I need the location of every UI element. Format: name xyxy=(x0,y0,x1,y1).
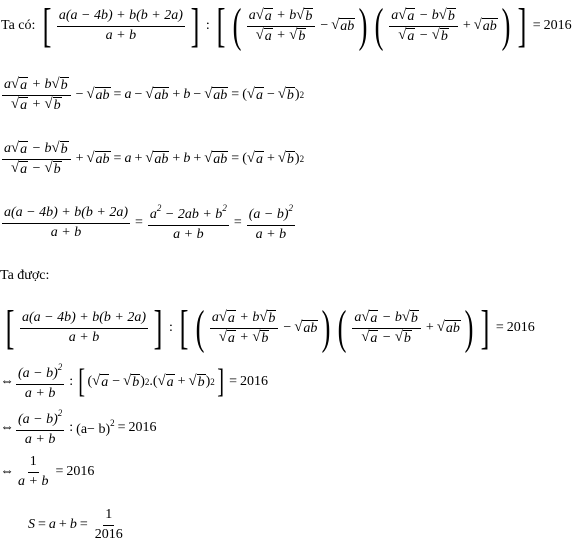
result-value-1: 2016 xyxy=(543,18,572,33)
equation-step-5: ⇔ $\frac{(a - b)^2}{a + b}$ : [ ( √ a − √ b ) 2 .( √ a + √ b ) 2 ] = 2016 xyxy=(0,362,268,401)
bracket-close: ] xyxy=(190,0,200,52)
equation-intro: Ta có: [ $\frac{a(a - 4b) + b(b + 2a)}{a + b}$ ] : [ ( a √ a + b √ b √ a + √ b − √ ab ) ( a √ a − b √ b √ a − √ b + √ ab ) ] = 2016 xyxy=(1,0,572,52)
found-label-line xyxy=(0,266,49,286)
equation-final: S = a + b = $\frac{1}{2016}$ xyxy=(28,507,123,542)
result-value-3: 2016 xyxy=(239,374,268,389)
result-value-4: 2016 xyxy=(128,420,157,435)
equation-step-1: a √ a + b √ b √ a + √ b − √ ab = a − √ ab + b − √ ab = ( √ a − √ b ) 2 xyxy=(4,76,305,113)
equation-step-6: ⇔ $\frac{(a - b)^2}{a + b}$ : $(a- b)^2$ = 2016 xyxy=(0,408,157,447)
intro-label: Ta có: xyxy=(1,18,36,33)
result-value-5: 2016 xyxy=(66,464,95,479)
bracket-open: [ xyxy=(42,0,52,52)
equation-step-7: ⇔ $\frac{1}{a + b}$ = 2016 xyxy=(0,454,95,489)
equation-step-2: a √ a − b √ b √ a − √ b + √ ab = a + √ ab + b + √ ab = ( √ a + √ b ) 2 xyxy=(4,140,305,177)
found-label: Ta được: xyxy=(0,268,50,283)
result-value-2: 2016 xyxy=(506,320,535,335)
equation-step-3: $\frac{a(a - 4b) + b(b + 2a)}{a + b}$ = $\frac{a^2 - 2ab + b^2}{a + b}$ = $\frac{(a - b)^2}{a + b}$ xyxy=(4,203,293,242)
equation-step-4: [ $\frac{a(a - 4b) + b(b + 2a)}{a + b}$ ] : [ ( a √ a + b √ b √ a + √ b − √ ab ) ( a √ a − b √ b √ a − √ b + √ ab ) ] = 2016 xyxy=(5,301,535,354)
result-value-6: 2016 xyxy=(94,526,123,542)
fraction-main: $\frac{a(a - 4b) + b(b + 2a)}{a + b}$ xyxy=(58,8,183,43)
